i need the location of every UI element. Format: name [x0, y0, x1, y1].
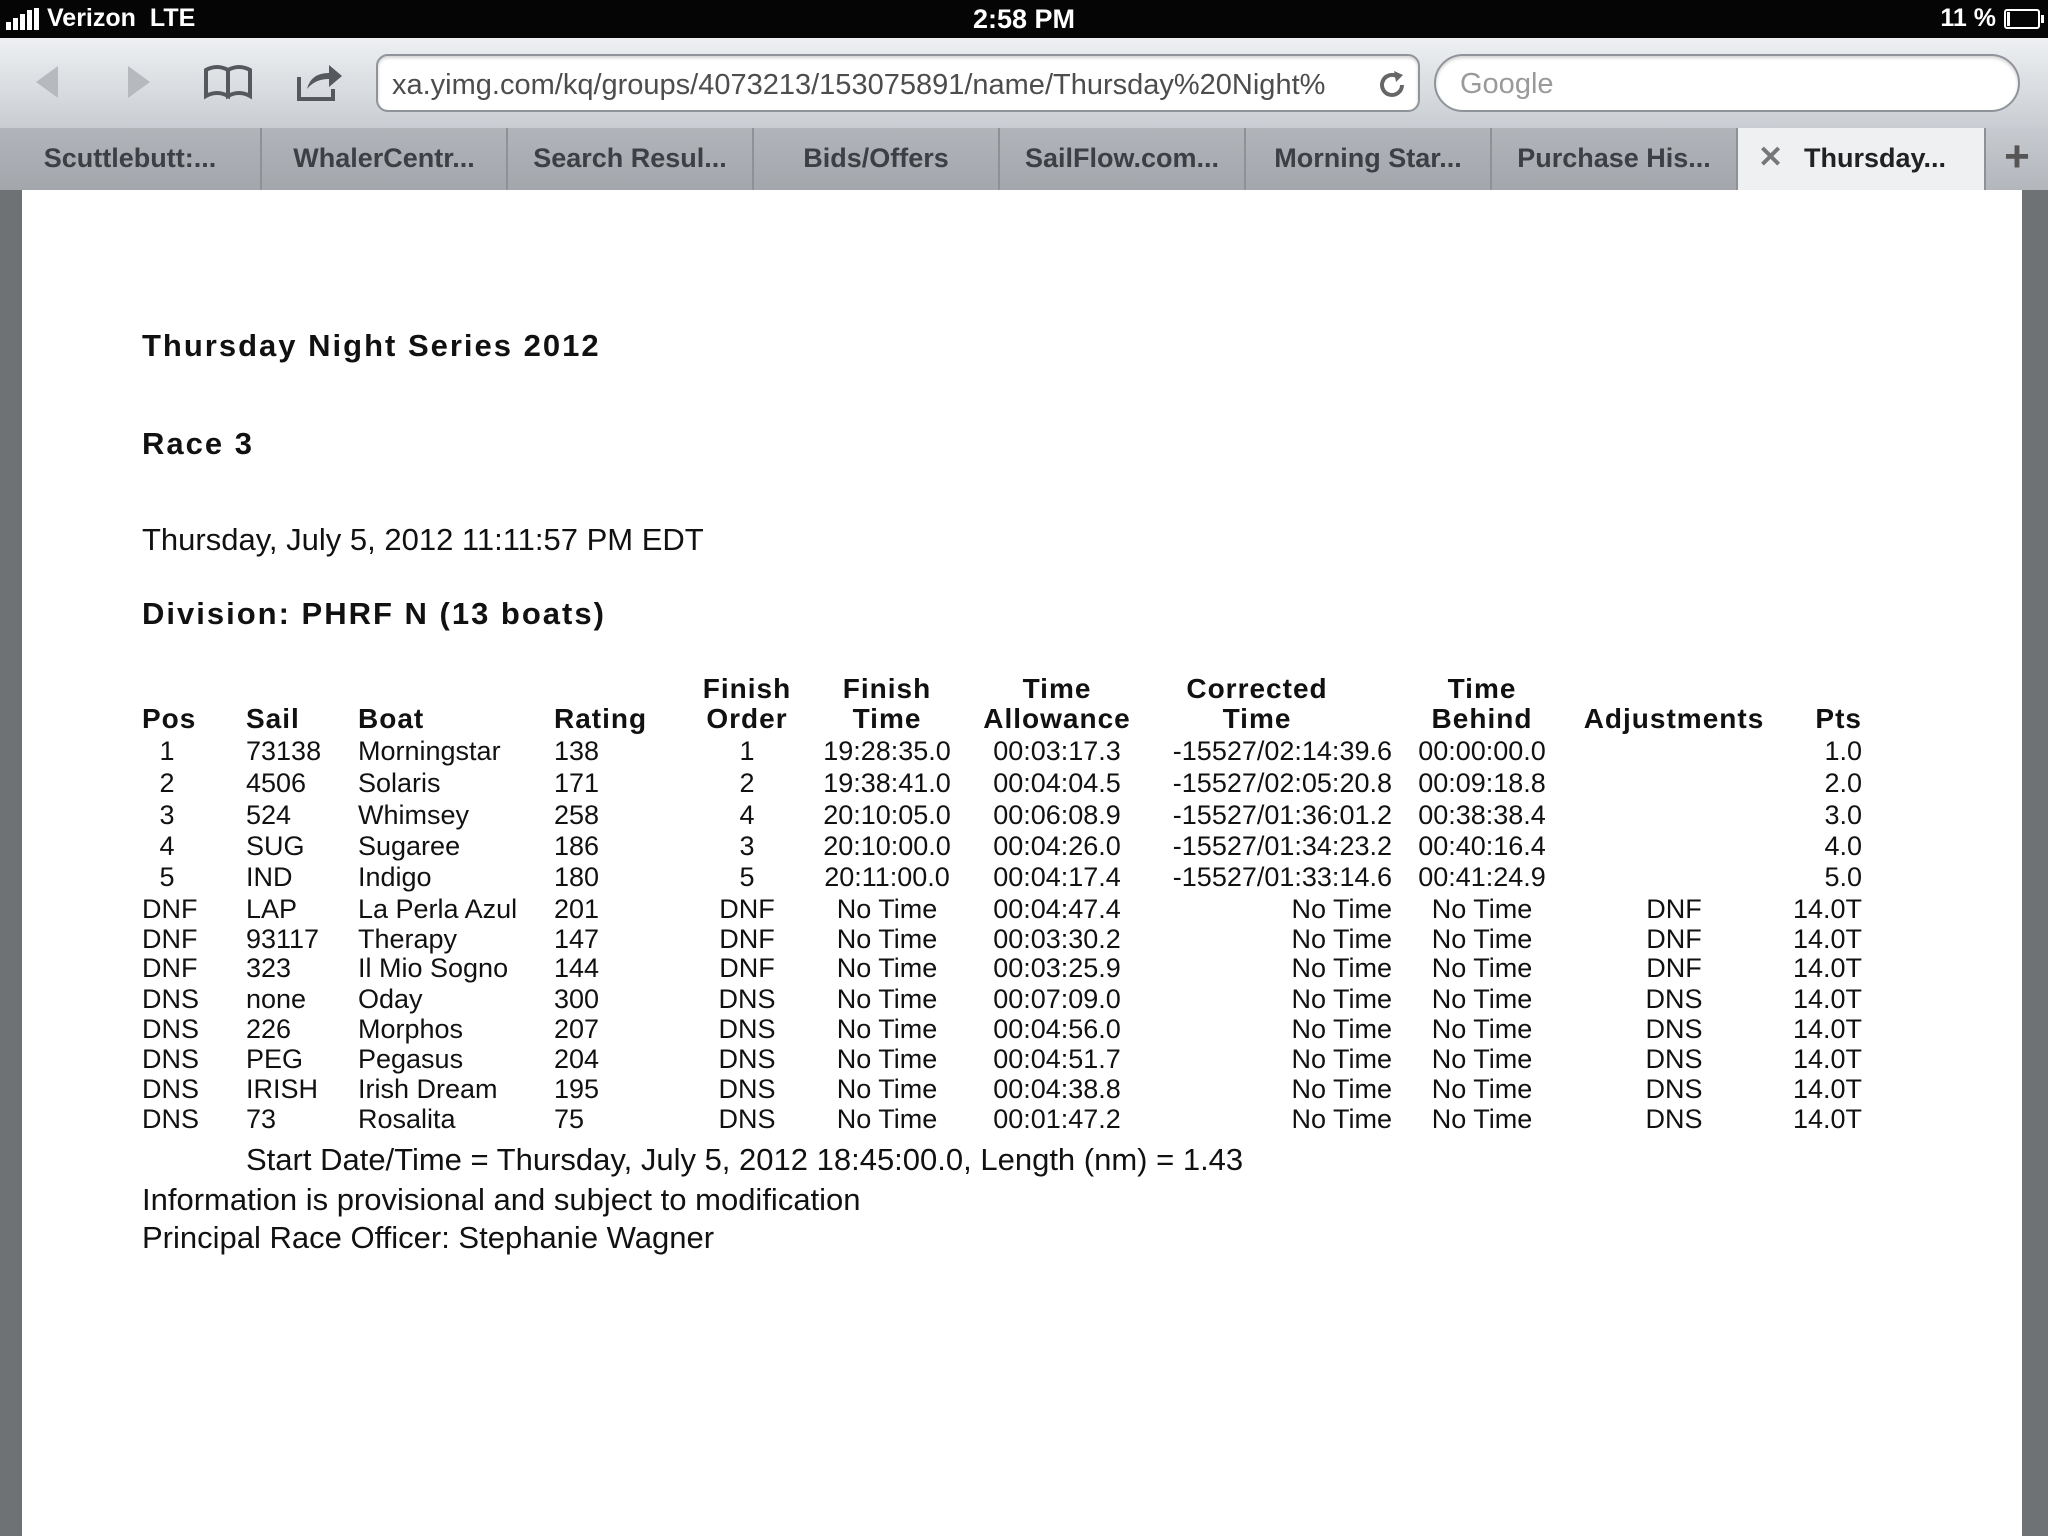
share-arrow-icon [295, 61, 345, 103]
cell-finish-time: 20:10:00.0 [823, 831, 951, 861]
cell-finish-time: No Time [836, 894, 938, 924]
cell-boat: Morphos [358, 1014, 464, 1044]
cell-boat: Indigo [358, 862, 432, 892]
column-header-finish-time: Time [852, 703, 922, 734]
cell-boat: Il Mio Sogno [358, 953, 509, 983]
cell-time-behind: 00:09:18.8 [1418, 768, 1546, 798]
cell-time-allowance: 00:07:09.0 [993, 984, 1121, 1014]
tab-thursday[interactable] [1738, 128, 1986, 190]
report-date: Thursday, July 5, 2012 11:11:57 PM EDT [142, 522, 704, 557]
cell-rating: 180 [554, 862, 600, 892]
cell-corrected-time: No Time [1291, 953, 1392, 983]
bookmarks-button[interactable] [198, 52, 258, 112]
tab-label: WhalerCentr... [293, 143, 475, 173]
cell-time-behind: No Time [1431, 1074, 1533, 1104]
cell-time-allowance: 00:03:30.2 [993, 924, 1121, 954]
cell-adjustments: DNS [1645, 1044, 1703, 1074]
cell-corrected-time: -15527/02:05:20.8 [1172, 768, 1392, 798]
back-button[interactable] [18, 52, 78, 112]
cell-rating: 201 [554, 894, 600, 924]
cell-pos: DNS [142, 1044, 200, 1074]
cell-time-behind: No Time [1431, 1044, 1533, 1074]
cell-finish-time: No Time [836, 924, 938, 954]
tab-label: Thursday... [1803, 143, 1947, 173]
cell-time-behind: 00:41:24.9 [1418, 862, 1546, 892]
cell-time-behind: 00:00:00.0 [1418, 736, 1546, 766]
url-text: xa.yimg.com/kq/groups/4073213/153075891/name/Thursday%20Night% [392, 69, 1326, 101]
cell-time-allowance: 00:04:26.0 [993, 831, 1121, 861]
cell-finish-order: DNF [719, 894, 775, 924]
cell-time-behind: 00:40:16.4 [1418, 831, 1546, 861]
cell-pos: DNF [142, 924, 198, 954]
cell-adjustments: DNS [1645, 1074, 1703, 1104]
cell-finish-time: 19:38:41.0 [823, 768, 951, 798]
cell-finish-time: No Time [836, 1104, 938, 1134]
race-officer: Principal Race Officer: Stephanie Wagner [142, 1220, 715, 1255]
cell-time-allowance: 00:04:38.8 [993, 1074, 1121, 1104]
cell-corrected-time: -15527/01:34:23.2 [1172, 831, 1392, 861]
cell-finish-time: 20:10:05.0 [823, 800, 951, 830]
cell-finish-time: 19:28:35.0 [823, 736, 951, 766]
division-heading: Division: PHRF N (13 boats) [142, 596, 606, 631]
cell-finish-order: 4 [739, 800, 755, 830]
network-type: LTE [149, 4, 196, 32]
cell-rating: 300 [554, 984, 600, 1014]
cell-adjustments: DNS [1645, 1014, 1703, 1044]
column-header-time-behind: Time [1447, 673, 1517, 704]
forward-button[interactable] [108, 52, 168, 112]
tab-search-results[interactable] [508, 128, 754, 190]
column-header-sail: Sail [246, 703, 300, 734]
cell-time-allowance: 00:04:51.7 [993, 1044, 1121, 1074]
cell-rating: 75 [554, 1104, 585, 1134]
cell-sail: 226 [246, 1014, 292, 1044]
cell-boat: Whimsey [358, 800, 470, 830]
cell-sail: 73138 [246, 736, 322, 766]
cell-time-allowance: 00:04:56.0 [993, 1014, 1121, 1044]
cell-sail: 524 [246, 800, 292, 830]
series-title: Thursday Night Series 2012 [142, 328, 601, 363]
cell-boat: Oday [358, 984, 423, 1014]
cell-pts: 14.0T [1792, 924, 1862, 954]
cell-sail: 93117 [246, 924, 320, 954]
cell-rating: 207 [554, 1014, 600, 1044]
column-header-finish-order: Finish [702, 673, 792, 704]
cell-pts: 14.0T [1792, 953, 1862, 983]
tab-label: Morning Star... [1274, 143, 1462, 173]
cell-time-behind: No Time [1431, 1014, 1533, 1044]
tab-morning-star[interactable] [1246, 128, 1492, 190]
cell-finish-order: DNS [718, 984, 776, 1014]
battery-indicator [1940, 4, 2040, 33]
column-header-finish-order: Order [706, 703, 788, 734]
tab-label: Search Resul... [533, 143, 727, 173]
column-header-pos: Pos [142, 703, 197, 734]
cell-adjustments: DNS [1645, 1104, 1703, 1134]
cell-boat: Pegasus [358, 1044, 464, 1074]
cell-pts: 3.0 [1824, 800, 1862, 830]
cell-finish-time: No Time [836, 1044, 938, 1074]
web-viewport[interactable] [0, 190, 2048, 1536]
cell-time-behind: No Time [1431, 924, 1533, 954]
cell-time-allowance: 00:06:08.9 [993, 800, 1121, 830]
cell-corrected-time: No Time [1291, 894, 1392, 924]
tab-label: Purchase His... [1517, 143, 1711, 173]
cell-finish-order: DNS [718, 1074, 776, 1104]
cell-time-allowance: 00:01:47.2 [993, 1104, 1121, 1134]
cell-pos: 1 [159, 736, 175, 766]
cell-sail: PEG [246, 1044, 304, 1074]
cell-time-behind: 00:38:38.4 [1418, 800, 1546, 830]
cell-time-allowance: 00:04:04.5 [993, 768, 1121, 798]
cell-pts: 14.0T [1792, 1044, 1862, 1074]
column-header-time-allowance: Allowance [983, 703, 1131, 734]
cell-pts: 4.0 [1824, 831, 1862, 861]
cell-adjustments: DNF [1646, 894, 1702, 924]
battery-icon [2004, 9, 2040, 29]
cell-pos: 2 [159, 768, 175, 798]
cell-corrected-time: -15527/01:36:01.2 [1172, 800, 1392, 830]
column-header-corrected-time: Corrected [1186, 673, 1328, 704]
address-bar[interactable] [376, 54, 1420, 112]
cell-finish-order: DNS [718, 1104, 776, 1134]
cell-boat: Therapy [358, 924, 458, 954]
cell-time-behind: No Time [1431, 1104, 1533, 1134]
cell-time-behind: No Time [1431, 984, 1533, 1014]
cell-rating: 204 [554, 1044, 600, 1074]
status-bar [0, 0, 2048, 38]
tab-label: Scuttlebutt:... [43, 143, 217, 173]
cell-pos: 4 [159, 831, 175, 861]
cell-adjustments: DNS [1645, 984, 1703, 1014]
cell-sail: IND [246, 862, 293, 892]
cell-pts: 2.0 [1824, 768, 1862, 798]
cell-sail: none [246, 984, 307, 1014]
cell-pts: 14.0T [1792, 1014, 1862, 1044]
cell-corrected-time: No Time [1291, 1074, 1392, 1104]
cell-boat: Solaris [358, 768, 441, 798]
results-document [22, 190, 2022, 1536]
cell-pos: DNF [142, 953, 198, 983]
cell-pos: 5 [159, 862, 175, 892]
cell-sail: 323 [246, 953, 292, 983]
cell-sail: 4506 [246, 768, 307, 798]
cell-corrected-time: No Time [1291, 984, 1392, 1014]
cell-sail: SUG [246, 831, 305, 861]
open-book-icon [203, 62, 253, 102]
cell-rating: 138 [554, 736, 600, 766]
column-header-corrected-time: Time [1222, 703, 1292, 734]
tab-sailflow[interactable] [1000, 128, 1246, 190]
cell-corrected-time: -15527/01:33:14.6 [1172, 862, 1392, 892]
cell-finish-order: DNS [718, 1044, 776, 1074]
cell-finish-order: DNF [719, 953, 775, 983]
cell-rating: 144 [554, 953, 600, 983]
cell-pos: DNS [142, 1104, 200, 1134]
cell-sail: IRISH [246, 1074, 319, 1104]
cell-finish-order: 3 [739, 831, 755, 861]
cell-time-allowance: 00:03:17.3 [993, 736, 1121, 766]
forward-arrow-icon [118, 62, 158, 102]
cell-finish-time: No Time [836, 1074, 938, 1104]
cell-time-allowance: 00:03:25.9 [993, 953, 1121, 983]
search-input[interactable]: Google [1434, 54, 2020, 112]
close-tab-icon[interactable]: ✕ [1758, 141, 1784, 174]
cell-rating: 195 [554, 1074, 600, 1104]
cell-sail: 73 [246, 1104, 277, 1134]
cell-boat: Sugaree [358, 831, 461, 861]
cell-finish-time: 20:11:00.0 [824, 862, 950, 892]
cell-corrected-time: No Time [1291, 1044, 1392, 1074]
cell-pos: DNS [142, 1014, 200, 1044]
cell-time-allowance: 00:04:17.4 [993, 862, 1121, 892]
cell-corrected-time: No Time [1291, 1014, 1392, 1044]
cell-time-behind: No Time [1431, 953, 1533, 983]
cell-pts: 14.0T [1792, 1104, 1862, 1134]
cell-rating: 186 [554, 831, 600, 861]
column-header-boat: Boat [358, 703, 425, 734]
cell-sail: LAP [246, 894, 298, 924]
cell-finish-order: 1 [739, 736, 755, 766]
back-arrow-icon [28, 62, 68, 102]
tab-label: Bids/Offers [803, 143, 949, 173]
column-header-adjustments: Adjustments [1583, 703, 1765, 734]
column-header-rating: Rating [554, 703, 648, 734]
cell-corrected-time: No Time [1291, 1104, 1392, 1134]
tab-whalercentral[interactable] [262, 128, 508, 190]
tab-bids-offers[interactable] [754, 128, 1000, 190]
column-header-pts: Pts [1815, 703, 1862, 734]
tab-purchase-history[interactable] [1492, 128, 1738, 190]
tab-label: SailFlow.com... [1024, 143, 1220, 173]
cell-corrected-time: No Time [1291, 924, 1392, 954]
cell-time-allowance: 00:04:47.4 [993, 894, 1121, 924]
cell-corrected-time: -15527/02:14:39.6 [1172, 736, 1392, 766]
reload-icon[interactable] [1376, 69, 1408, 101]
cell-adjustments: DNF [1646, 953, 1702, 983]
cell-boat: La Perla Azul [358, 894, 518, 924]
cell-finish-order: 5 [739, 862, 755, 892]
start-info: Start Date/Time = Thursday, July 5, 2012 18:45:00.0, Length (nm) = 1.43 [246, 1142, 1244, 1177]
cell-finish-time: No Time [836, 984, 938, 1014]
cell-finish-time: No Time [836, 1014, 938, 1044]
cell-finish-order: DNF [719, 924, 775, 954]
cell-finish-order: 2 [739, 768, 755, 798]
cell-finish-time: No Time [836, 953, 938, 983]
battery-percent: 11 % [1940, 4, 1996, 32]
cell-time-behind: No Time [1431, 894, 1533, 924]
cell-pts: 14.0T [1792, 1074, 1862, 1104]
cell-pts: 1.0 [1824, 736, 1862, 766]
cell-pts: 14.0T [1792, 894, 1862, 924]
cell-rating: 147 [554, 924, 600, 954]
cell-boat: Rosalita [358, 1104, 456, 1134]
column-header-time-behind: Behind [1431, 703, 1533, 734]
column-header-finish-time: Finish [842, 673, 932, 704]
cell-rating: 258 [554, 800, 600, 830]
cell-pos: 3 [159, 800, 175, 830]
cell-pts: 14.0T [1792, 984, 1862, 1014]
carrier-name: Verizon [47, 4, 136, 32]
share-button[interactable] [290, 52, 350, 112]
provisional-note: Information is provisional and subject to modification [142, 1182, 861, 1217]
browser-toolbar [0, 38, 2048, 129]
tab-scuttlebutt[interactable] [0, 128, 262, 190]
cell-boat: Morningstar [358, 736, 501, 766]
new-tab-button[interactable]: + [1984, 128, 2048, 190]
race-title: Race 3 [142, 426, 254, 461]
status-clock: 2:58 PM [972, 4, 1076, 34]
cell-pos: DNF [142, 894, 198, 924]
cell-pts: 5.0 [1824, 862, 1862, 892]
cell-pos: DNS [142, 984, 200, 1014]
cell-finish-order: DNS [718, 1014, 776, 1044]
cell-rating: 171 [554, 768, 600, 798]
cell-pos: DNS [142, 1074, 200, 1104]
cell-adjustments: DNF [1646, 924, 1702, 954]
tab-bar [0, 128, 2048, 191]
cell-boat: Irish Dream [358, 1074, 498, 1104]
column-header-time-allowance: Time [1022, 673, 1092, 704]
